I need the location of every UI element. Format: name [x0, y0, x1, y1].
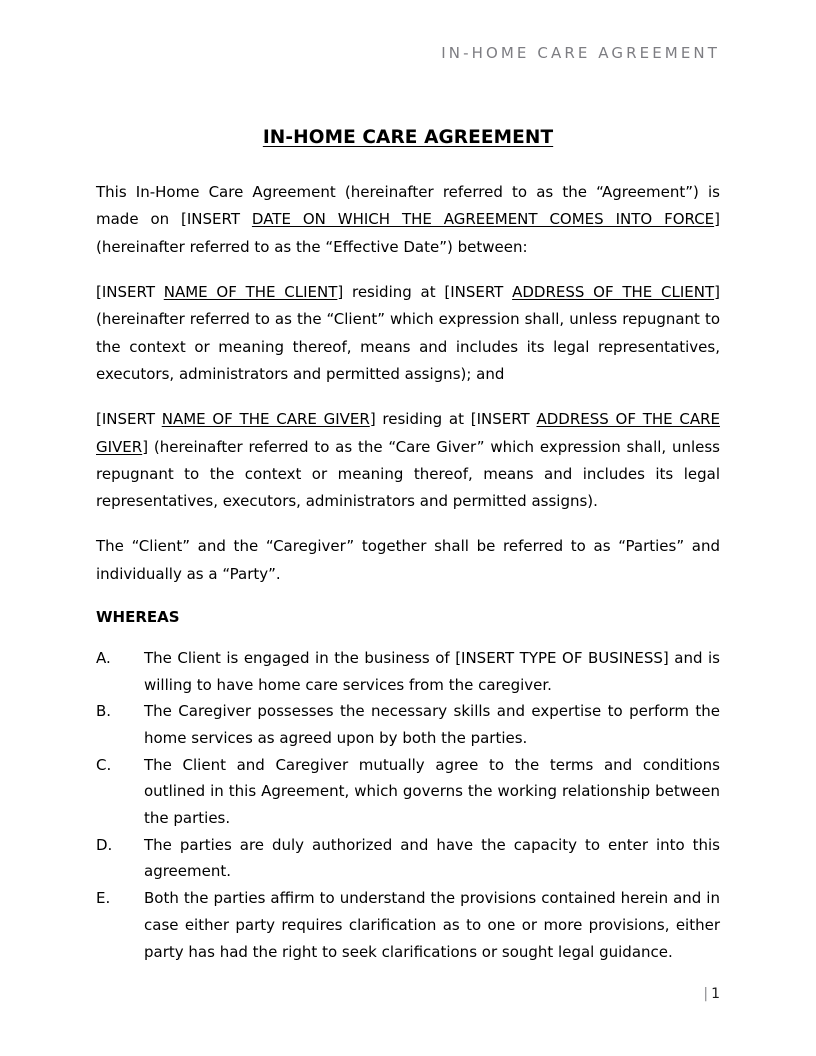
paragraph-3-segment-3: ] (hereinafter referred to as the “Care Giver” which expression shall, unless repugnant to the context or meaning thereof, means and includes its legal representatives, executors, administrators and permitted assigns). — [96, 437, 720, 511]
list-item — [96, 698, 720, 751]
paragraph-1-segment-2: ] (hereinafter referred to as the “Effective Date”) between: — [96, 210, 720, 256]
list-item-marker: C. — [96, 755, 112, 774]
whereas-heading: WHEREAS — [96, 607, 180, 626]
paragraph-3-segment-2: ] residing at [INSERT — [369, 410, 537, 429]
list-item — [96, 645, 720, 698]
list-item-marker: B. — [96, 702, 112, 721]
list-item-text: Both the parties affirm to understand the provisions contained herein and in case either party requires clarification as to one or more provisions, either party has had the right to seek clarifications or sought legal guidance. — [144, 889, 720, 961]
list-item-marker: A. — [96, 648, 111, 667]
list-item — [96, 752, 720, 832]
placeholder-effective-date: DATE ON WHICH THE AGREEMENT COMES INTO FORCE — [251, 210, 715, 229]
list-item-text: The parties are duly authorized and have the capacity to enter into this agreement. — [144, 835, 720, 881]
paragraph-2-segment-2: ] residing at [INSERT — [337, 283, 513, 302]
paragraph-caregiver-party — [96, 406, 720, 515]
placeholder-caregiver-name: NAME OF THE CARE GIVER — [161, 410, 370, 429]
paragraph-2-segment-1: [INSERT — [96, 283, 164, 302]
document-body — [96, 126, 720, 965]
paragraph-recitals-intro — [96, 179, 720, 261]
paragraph-parties-definition: The “Client” and the “Caregiver” together shall be referred to as “Parties” and individually as a “Party”. — [96, 537, 720, 583]
list-item-marker: E. — [96, 889, 111, 908]
placeholder-client-address: ADDRESS OF THE CLIENT — [512, 283, 715, 302]
page-footer — [96, 987, 720, 1001]
footer-separator: | — [703, 986, 709, 1002]
page-title — [96, 126, 720, 149]
paragraph-client-party — [96, 279, 720, 388]
list-item-text: The Caregiver possesses the necessary skills and expertise to perform the home services as agreed upon by both the parties. — [144, 702, 720, 748]
page-number: 1 — [711, 986, 720, 1002]
list-item-marker: D. — [96, 835, 113, 854]
page-title-text: IN-HOME CARE AGREEMENT — [262, 127, 554, 148]
paragraph-1-segment-1: This In-Home Care Agreement (hereinafter referred to as the “Agreement”) is made on [INSERT — [96, 183, 720, 229]
placeholder-client-name: NAME OF THE CLIENT — [163, 283, 338, 302]
list-item — [96, 832, 720, 885]
list-item-text: The Client and Caregiver mutually agree to the terms and conditions outlined in this Agreement, which governs the working relationship between the parties. — [144, 755, 720, 828]
placeholder-caregiver-address: ADDRESS OF THE CARE GIVER — [96, 410, 720, 456]
recitals-list — [96, 645, 720, 965]
paragraph-3-segment-1: [INSERT — [96, 410, 162, 429]
list-item — [96, 885, 720, 965]
paragraph-2-segment-3: ] (hereinafter referred to as the “Client” which expression shall, unless repugnant to the context or meaning thereof, means and includes its legal representatives, executors, administrators and permitted assigns); and — [96, 283, 720, 383]
running-header: IN-HOME CARE AGREEMENT — [441, 44, 720, 62]
list-item-text: The Client is engaged in the business of [INSERT TYPE OF BUSINESS] and is willing to have home care services from the caregiver. — [144, 648, 720, 694]
